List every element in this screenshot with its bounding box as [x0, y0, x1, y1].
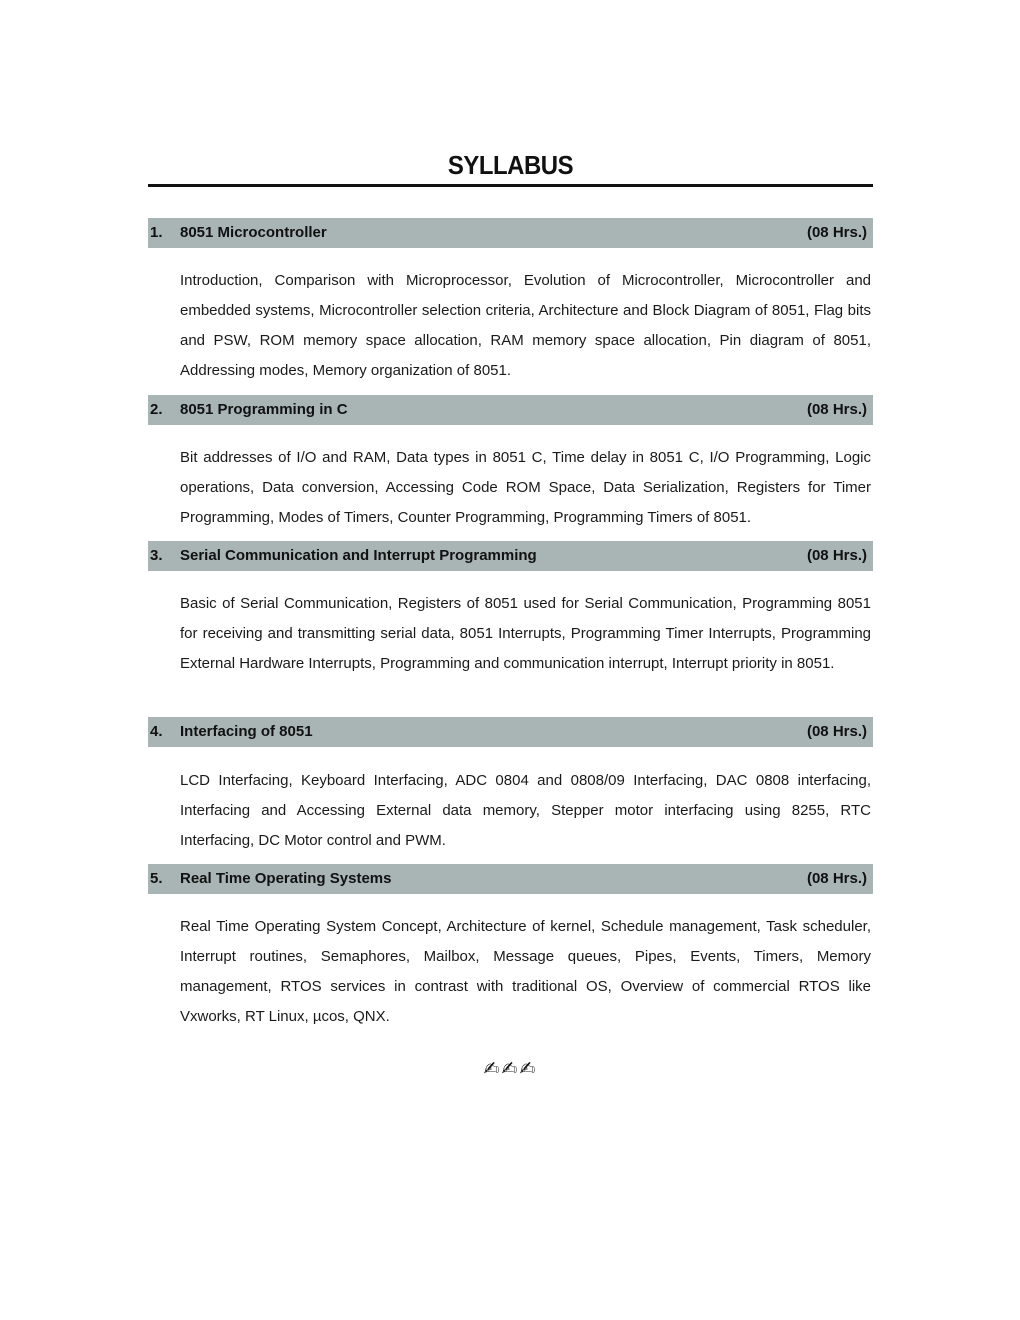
unit-hours: (08 Hrs.) — [806, 547, 867, 564]
unit-header-5 — [148, 864, 873, 894]
unit-header-1 — [148, 218, 873, 248]
unit-number: 1. — [150, 224, 163, 241]
unit-hours: (08 Hrs.) — [806, 723, 867, 740]
unit-number: 4. — [150, 723, 163, 740]
writing-hand-icon: ✍✍✍ — [483, 1058, 538, 1080]
unit-title: 8051 Programming in C — [180, 401, 348, 418]
unit-content-5: Real Time Operating System Concept, Architecture of kernel, Schedule management, Task scheduler, Interrupt routines, Semaphores, Mailbox, Message queues, Pipes, Events, Timers, Memory management, RTOS services in contrast with traditional OS, Overview of commercial RTOS like Vxworks, RT Linux, µcos, QNX. — [180, 918, 871, 1025]
unit-hours: (08 Hrs.) — [806, 401, 867, 418]
unit-title: Real Time Operating Systems — [180, 870, 392, 887]
title-underline — [148, 184, 873, 187]
unit-content-2: Bit addresses of I/O and RAM, Data types in 8051 C, Time delay in 8051 C, I/O Programming, Logic operations, Data conversion, Accessing Code ROM Space, Data Serialization, Registers for Timer Programming, Modes of Timers, Counter Programming, Programming Timers of 8051. — [180, 449, 871, 526]
unit-title: Serial Communication and Interrupt Programming — [180, 547, 537, 564]
unit-content-4: LCD Interfacing, Keyboard Interfacing, ADC 0804 and 0808/09 Interfacing, DAC 0808 interfacing, Interfacing and Accessing External data memory, Stepper motor interfacing using 8255, RTC Interfacing, DC Motor control and PWM. — [180, 772, 871, 849]
unit-header-3 — [148, 541, 873, 571]
unit-number: 5. — [150, 870, 163, 887]
unit-number: 3. — [150, 547, 163, 564]
unit-title: Interfacing of 8051 — [180, 723, 313, 740]
page-title: SYLLABUS — [447, 150, 574, 180]
unit-hours: (08 Hrs.) — [806, 870, 867, 887]
unit-header-2 — [148, 395, 873, 425]
unit-header-4 — [148, 717, 873, 747]
unit-hours: (08 Hrs.) — [806, 224, 867, 241]
unit-content-3: Basic of Serial Communication, Registers of 8051 used for Serial Communication, Programming 8051 for receiving and transmitting serial data, 8051 Interrupts, Programming Timer Interrupts, Programming External Hardware Interrupts, Programming and communication interrupt, Interrupt priority in 8051. — [180, 595, 871, 672]
unit-number: 2. — [150, 401, 163, 418]
unit-title: 8051 Microcontroller — [180, 224, 327, 241]
unit-content-1: Introduction, Comparison with Microprocessor, Evolution of Microcontroller, Microcontroller and embedded systems, Microcontroller selection criteria, Architecture and Block Diagram of 8051, Flag bits and PSW, ROM memory space allocation, RAM memory space allocation, Pin diagram of 8051, Addressing modes, Memory organization of 8051. — [180, 272, 871, 379]
